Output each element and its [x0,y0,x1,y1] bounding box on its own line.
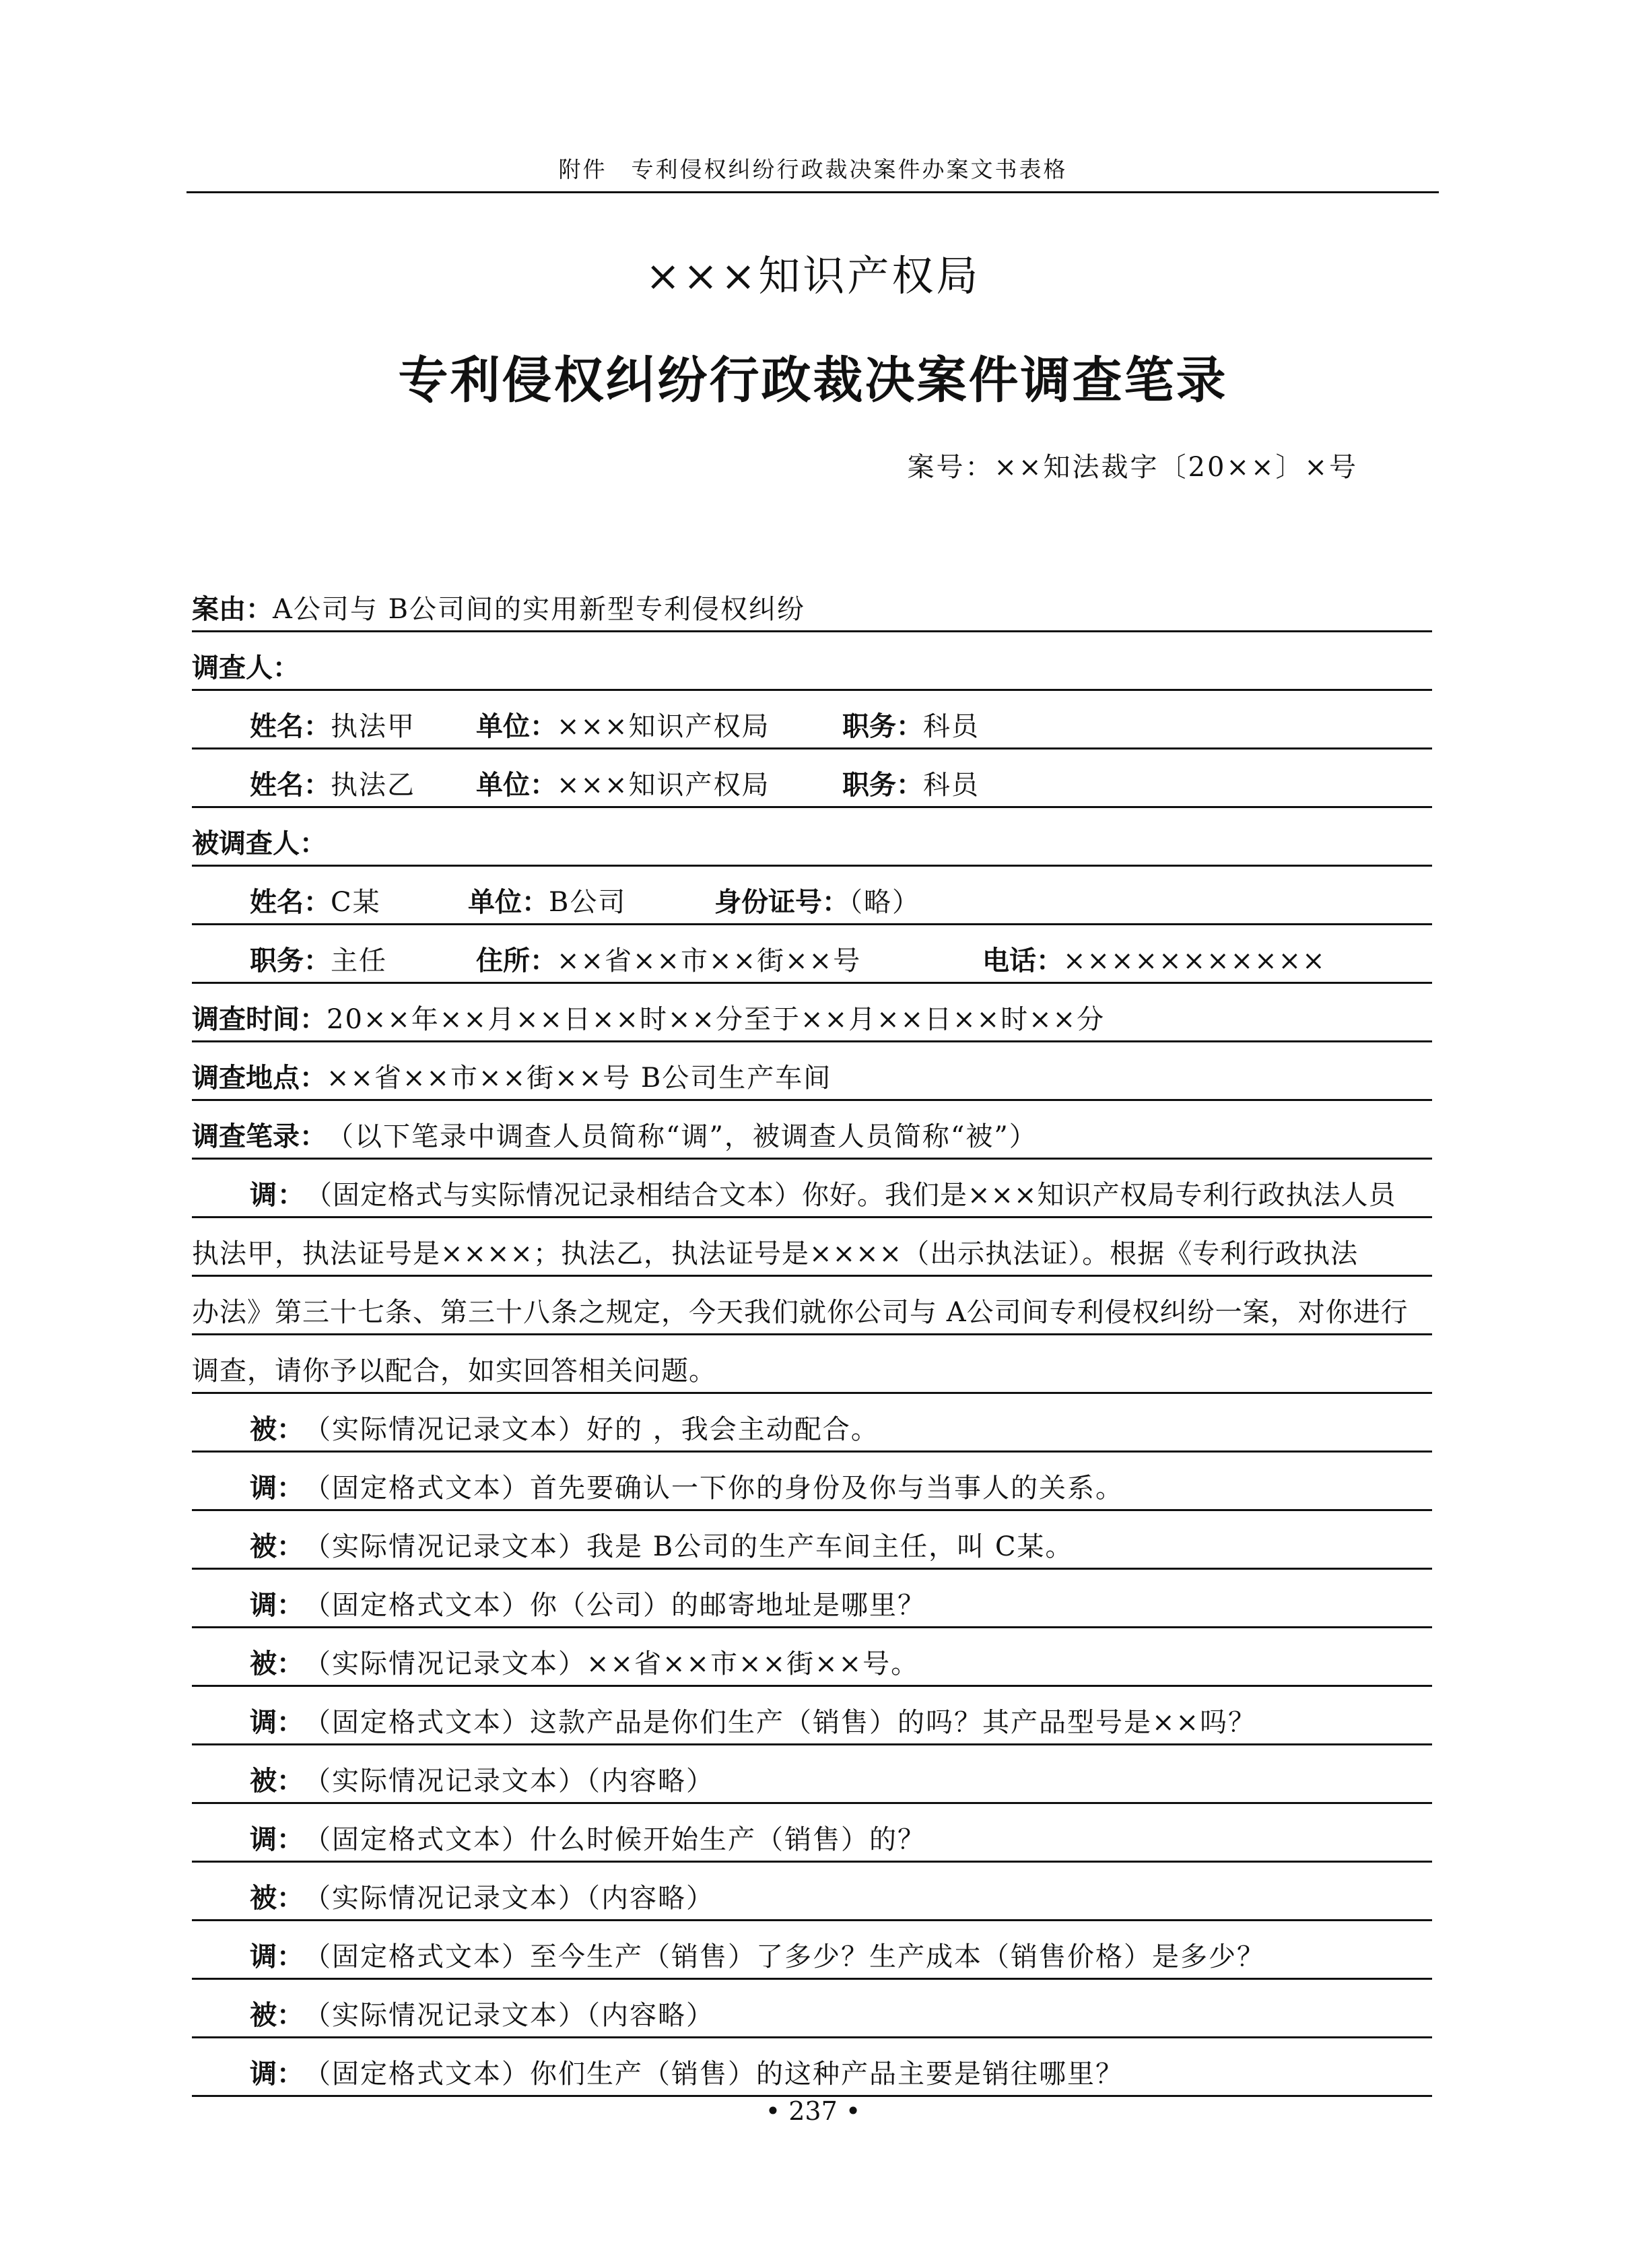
speaker-label: 调： [250,1941,304,1972]
investigator-unit-field [476,764,842,802]
opening-text: 执法甲，执法证号是××××；执法乙，执法证号是××××（出示执法证）。根据《专利行政执法 [192,1238,1359,1269]
investigator-name: 执法乙 [331,770,415,801]
dialogue-text: （固定格式文本）你（公司）的邮寄地址是哪里？ [304,1590,926,1621]
notes-label: 调查笔录： [192,1121,327,1152]
investigator-title: 科员 [923,770,980,801]
subject-unit-field [468,881,714,919]
speaker-label: 被： [250,1883,304,1914]
investigator-unit: ×××知识产权局 [557,770,770,801]
subject-line [192,808,1432,867]
opening-text: 办法》第三十七条、第三十八条之规定，今天我们就你公司与 A公司间专利侵权纠纷一案，对你进行 [192,1297,1409,1328]
subject-name: C某 [331,887,381,918]
subject-phone-field [982,939,1326,978]
dialogue-text: （固定格式文本）你们生产（销售）的这种产品主要是销往哪里？ [304,2059,1124,2090]
speaker-label: 被： [250,1766,304,1797]
name-label: 姓名： [250,711,331,742]
dialogue-text: （固定格式文本）什么时候开始生产（销售）的？ [304,1824,926,1855]
title-label: 职务： [250,945,331,976]
dialogue-line [192,1394,1432,1453]
dialogue-line [192,1745,1432,1804]
name-label: 姓名： [250,770,331,801]
page-number: • 237 • [765,2096,861,2126]
subject-address-field [476,939,982,978]
speaker-label: 调： [250,1707,304,1738]
speaker-label: 被： [250,1531,304,1562]
dialogue-line [192,1863,1432,1921]
dialogue-line [192,1980,1432,2038]
subject-unit: B公司 [549,887,627,918]
subject-address: ××省××市××街××号 [557,945,862,976]
dialogue-line [192,1804,1432,1863]
investigator-title: 科员 [923,711,980,742]
investigation-time-line [192,984,1432,1042]
investigator-unit: ×××知识产权局 [557,711,770,742]
record-form [192,574,1432,2097]
opening-line [192,1277,1432,1335]
speaker-label: 被： [250,1648,304,1679]
subject-id-field [714,881,920,919]
investigator-row [192,749,1432,808]
running-header: 附件 专利侵权纠纷行政裁决案件办案文书表格 [558,156,1068,182]
speaker-label: 调： [250,2059,304,2090]
title-label: 职务： [842,711,923,742]
subject-id: （略） [849,887,920,918]
investigation-time-value: 20××年××月××日××时××分至于××月××日××时××分 [327,1004,1106,1035]
subject-identity-row [192,867,1432,925]
header-rule [187,191,1439,193]
dialogue-line [192,1921,1432,1980]
speaker-label: 调： [250,1824,304,1855]
notes-intro-line [192,1101,1432,1160]
dialogue-text: （实际情况记录文本）（内容略） [304,1766,714,1797]
unit-label: 单位： [476,770,557,801]
investigation-time-label: 调查时间： [192,1004,327,1035]
speaker-label: 调： [250,1473,304,1504]
case-cause-value: A公司与 B公司间的实用新型专利侵权纠纷 [273,594,805,625]
investigator-name: 执法甲 [331,711,415,742]
unit-label: 单位： [468,887,549,918]
case-number: 案号：××知法裁字〔20××〕×号 [907,452,1358,483]
speaker-label: 调： [250,1590,304,1621]
dialogue-line [192,1628,1432,1687]
speaker-label: 被： [250,1414,304,1445]
opening-line [192,1160,1432,1218]
subject-phone: ××××××××××× [1063,945,1326,976]
phone-label: 电话： [982,945,1063,976]
investigation-place-value: ××省××市××街××号 B公司生产车间 [327,1063,832,1094]
investigators-line [192,632,1432,691]
dialogue-text: （实际情况记录文本）（内容略） [304,2000,714,2031]
subject-title: 主任 [331,945,387,976]
address-label: 住所： [476,945,557,976]
document-title: 专利侵权纠纷行政裁决案件调查笔录 [398,352,1228,409]
opening-text: 调查，请你予以配合，如实回答相关问题。 [192,1356,716,1387]
case-cause-line [192,574,1432,632]
subject-label: 被调查人： [192,828,327,859]
dialogue-text: （实际情况记录文本）（内容略） [304,1883,714,1914]
opening-line [192,1335,1432,1394]
dialogue-line [192,1570,1432,1628]
investigator-name-field [250,705,476,743]
investigation-place-label: 调查地点： [192,1063,327,1094]
investigators-label: 调查人： [192,653,300,683]
dialogue-text: （固定格式文本）至今生产（销售）了多少？生产成本（销售价格）是多少？ [304,1941,1265,1972]
subject-contact-row [192,925,1432,984]
investigator-name-field [250,764,476,802]
dialogue-text: （实际情况记录文本）好的 ，我会主动配合。 [304,1414,879,1445]
dialogue-text: （固定格式文本）首先要确认一下你的身份及你与当事人的关系。 [304,1473,1124,1504]
opening-text: （固定格式与实际情况记录相结合文本）你好。我们是×××知识产权局专利行政执法人员 [305,1180,1396,1211]
investigator-unit-field [476,705,842,743]
dialogue-text: （实际情况记录文本）××省××市××街××号。 [304,1648,920,1679]
agency-name: ×××知识产权局 [645,251,981,300]
investigator-row [192,691,1432,749]
dialogue-line [192,1453,1432,1511]
notes-value: （以下笔录中调查人员简称“调”，被调查人员简称“被”） [327,1121,1038,1152]
name-label: 姓名： [250,887,331,918]
investigator-title-field [842,705,980,743]
subject-title-field [250,939,476,978]
speaker-label: 调： [250,1180,305,1211]
opening-line [192,1218,1432,1277]
title-label: 职务： [842,770,923,801]
subject-name-field [250,881,468,919]
speaker-label: 被： [250,2000,304,2031]
case-cause-label: 案由： [192,594,273,625]
investigation-place-line [192,1042,1432,1101]
dialogue-line [192,1511,1432,1570]
unit-label: 单位： [476,711,557,742]
investigator-title-field [842,764,980,802]
id-label: 身份证号： [714,887,849,918]
dialogue-line [192,2038,1432,2097]
dialogue-text: （固定格式文本）这款产品是你们生产（销售）的吗？其产品型号是××吗？ [304,1707,1257,1738]
dialogue-line [192,1687,1432,1745]
dialogue-text: （实际情况记录文本）我是 B公司的生产车间主任，叫 C某。 [304,1531,1074,1562]
